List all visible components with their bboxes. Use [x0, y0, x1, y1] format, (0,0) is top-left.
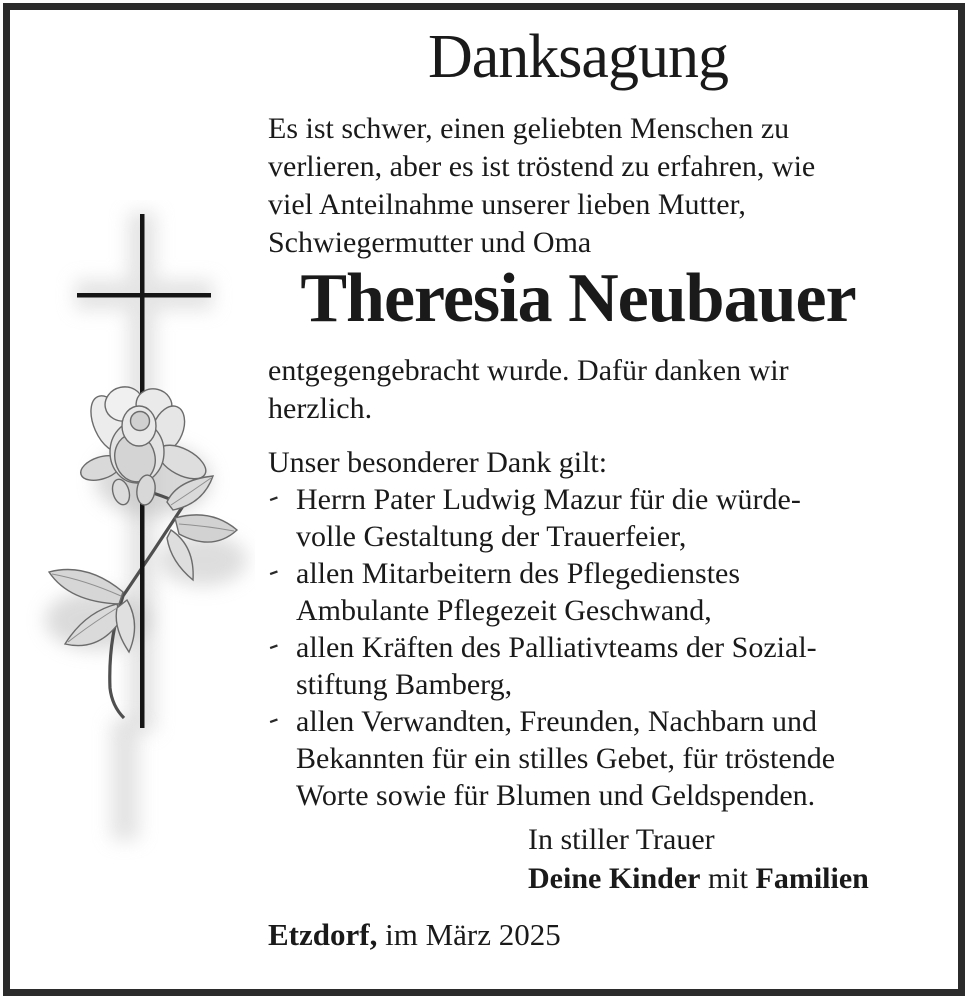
list-item-line: volle Gestaltung der Trauerfeier, [296, 520, 687, 553]
signature-line-2 [528, 859, 869, 898]
signature-connector: mit [700, 862, 756, 895]
signature-children: Deine Kinder [528, 862, 701, 895]
signature-line-1: In stiller Trauer [528, 823, 715, 856]
list-item-line: allen Verwandten, Freunden, Nachbarn und [296, 705, 817, 738]
thanks-paragraph-line: herzlich. [268, 392, 373, 425]
list-item-line: Worte sowie für Blumen und Geldspenden. [296, 779, 816, 812]
list-item [262, 479, 835, 555]
cross-and-rose-illustration [25, 200, 255, 900]
date-text: im März 2025 [377, 917, 561, 952]
thanks-paragraph [268, 352, 789, 428]
list-item-line: allen Kräften des Palliativteams der Sozial- [296, 631, 817, 664]
list-item [262, 553, 835, 629]
list-item-line: stiftung Bamberg, [296, 668, 513, 701]
intro-line: viel Anteilnahme unserer lieben Mutter, [268, 188, 746, 221]
list-item [262, 701, 836, 814]
list-item-line: Ambulante Pflegezeit Geschwand, [296, 594, 712, 627]
thanks-paragraph-line: entgegengebracht wurde. Dafür danken wir [268, 354, 789, 387]
list-item-line: Herrn Pater Ludwig Mazur für die würde- [296, 483, 801, 516]
intro-line: Es ist schwer, einen geliebten Menschen zu [268, 112, 790, 145]
bullet-dash-icon: - [262, 553, 284, 588]
list-item [262, 627, 835, 703]
intro-line: Schwiegermutter und Oma [268, 226, 592, 259]
intro-line: verlieren, aber es ist tröstend zu erfahren, wie [268, 150, 816, 183]
place-name: Etzdorf, [268, 917, 378, 952]
bullet-dash-icon: - [262, 479, 284, 514]
special-thanks-heading: Unser besonderer Dank gilt: [268, 446, 608, 479]
intro-paragraph [268, 110, 815, 262]
signature-families: Familien [755, 862, 869, 895]
list-item-line: Bekannten für ein stilles Gebet, für tröstende [296, 742, 836, 775]
place-date-line [268, 916, 561, 954]
deceased-name: Theresia Neubauer [300, 260, 856, 337]
signature-block [528, 820, 869, 898]
page-title: Danksagung [428, 23, 728, 91]
special-thanks-list [262, 479, 836, 814]
bullet-dash-icon: - [262, 701, 284, 736]
bullet-dash-icon: - [262, 627, 284, 662]
list-item-line: allen Mitarbeitern des Pflegedienstes [296, 557, 741, 590]
